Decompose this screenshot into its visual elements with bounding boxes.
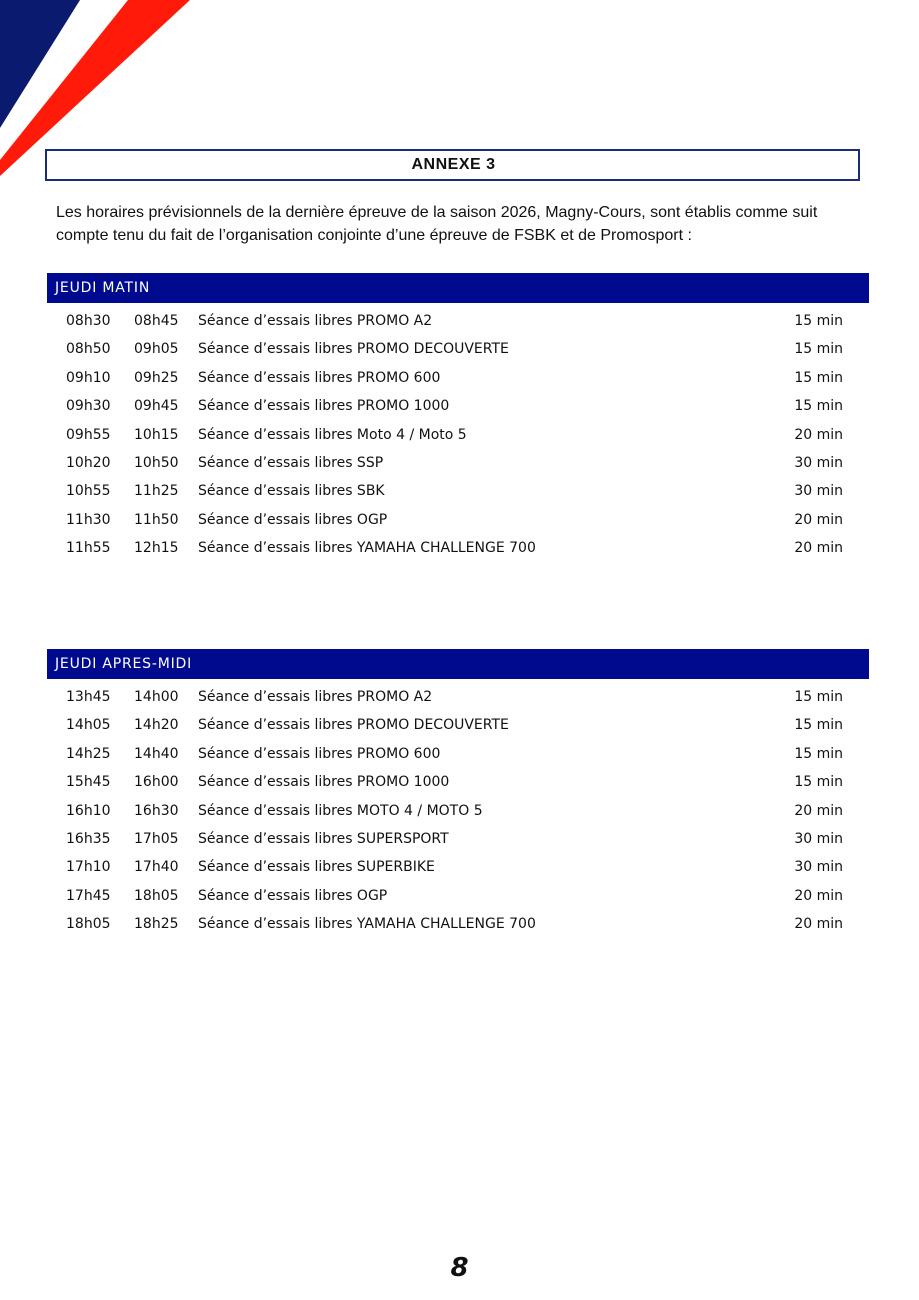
start-time: 09h55 — [66, 426, 111, 443]
end-time: 16h30 — [134, 802, 179, 819]
end-time: 18h05 — [134, 887, 179, 904]
session-label: Séance d’essais libres YAMAHA CHALLENGE 700 — [198, 540, 536, 557]
schedule-row — [47, 910, 869, 938]
end-time: 14h20 — [134, 717, 179, 734]
session-label: Séance d’essais libres PROMO A2 — [198, 313, 433, 329]
end-time: 09h45 — [134, 398, 179, 415]
session-duration: 30 min — [794, 830, 843, 847]
end-time: 10h50 — [134, 454, 179, 471]
end-time: 10h15 — [134, 426, 179, 443]
session-duration: 15 min — [794, 398, 843, 415]
schedule-rows — [47, 307, 869, 563]
schedule-section-afternoon — [47, 649, 869, 939]
session-label: Séance d’essais libres PROMO DECOUVERTE — [198, 341, 509, 358]
schedule-row — [47, 364, 869, 392]
schedule-rows — [47, 683, 869, 939]
session-duration: 15 min — [794, 341, 843, 358]
session-duration: 15 min — [794, 745, 843, 762]
start-time: 10h20 — [66, 454, 111, 471]
page-number: 8 — [450, 1253, 469, 1283]
session-duration: 20 min — [794, 887, 843, 904]
session-duration: 15 min — [794, 689, 843, 705]
section-header: JEUDI MATIN — [47, 273, 869, 303]
annex-title: ANNEXE 3 — [411, 156, 496, 173]
schedule-row — [47, 711, 869, 739]
session-label: Séance d’essais libres SSP — [198, 454, 384, 471]
schedule-row — [47, 421, 869, 449]
session-label: Séance d’essais libres SBK — [198, 483, 385, 500]
start-time: 11h30 — [66, 511, 111, 528]
start-time: 18h05 — [66, 916, 111, 933]
session-duration: 30 min — [794, 483, 843, 500]
schedule-row — [47, 534, 869, 562]
end-time: 09h05 — [134, 341, 179, 358]
end-time: 16h00 — [134, 774, 179, 791]
end-time: 12h15 — [134, 540, 179, 557]
session-duration: 20 min — [794, 802, 843, 819]
end-time: 17h40 — [134, 859, 179, 876]
start-time: 14h05 — [66, 717, 111, 734]
end-time: 14h00 — [134, 689, 179, 705]
schedule-row — [47, 882, 869, 910]
session-label: Séance d’essais libres PROMO 600 — [198, 745, 441, 762]
session-label: Séance d’essais libres PROMO A2 — [198, 689, 433, 705]
schedule-row — [47, 392, 869, 420]
session-duration: 20 min — [794, 916, 843, 933]
schedule-row — [47, 740, 869, 768]
session-label: Séance d’essais libres PROMO 600 — [198, 369, 441, 386]
schedule-row — [47, 335, 869, 363]
schedule-row — [47, 506, 869, 534]
start-time: 16h10 — [66, 802, 111, 819]
schedule-row — [47, 768, 869, 796]
session-label: Séance d’essais libres SUPERSPORT — [198, 830, 449, 847]
session-label: Séance d’essais libres SUPERBIKE — [198, 859, 435, 876]
start-time: 10h55 — [66, 483, 111, 500]
start-time: 17h45 — [66, 887, 111, 904]
end-time: 11h25 — [134, 483, 179, 500]
section-header: JEUDI APRES-MIDI — [47, 649, 869, 679]
end-time: 11h50 — [134, 511, 179, 528]
start-time: 16h35 — [66, 830, 111, 847]
session-label: Séance d’essais libres OGP — [198, 511, 388, 528]
session-label: Séance d’essais libres YAMAHA CHALLENGE 700 — [198, 916, 536, 933]
annex-title-box — [45, 149, 860, 181]
session-label: Séance d’essais libres OGP — [198, 887, 388, 904]
end-time: 14h40 — [134, 745, 179, 762]
schedule-row — [47, 797, 869, 825]
end-time: 18h25 — [134, 916, 179, 933]
session-duration: 20 min — [794, 426, 843, 443]
session-duration: 15 min — [794, 313, 843, 329]
start-time: 08h50 — [66, 341, 111, 358]
schedule-row — [47, 853, 869, 881]
session-duration: 15 min — [794, 774, 843, 791]
end-time: 09h25 — [134, 369, 179, 386]
schedule-row — [47, 449, 869, 477]
start-time: 17h10 — [66, 859, 111, 876]
session-label: Séance d’essais libres PROMO 1000 — [198, 398, 450, 415]
intro-paragraph: Les horaires prévisionnels de la dernière épreuve de la saison 2026, Magny-Cours, sont établis comme suit compte tenu du fait de l’organisation conjointe d’une épreuve de FSBK et de Promosport : — [56, 204, 818, 244]
session-label: Séance d’essais libres PROMO 1000 — [198, 774, 450, 791]
session-duration: 30 min — [794, 859, 843, 876]
session-duration: 20 min — [794, 540, 843, 557]
start-time: 15h45 — [66, 774, 111, 791]
start-time: 09h10 — [66, 369, 111, 386]
schedule-row — [47, 683, 869, 711]
session-label: Séance d’essais libres PROMO DECOUVERTE — [198, 717, 509, 734]
session-label: Séance d’essais libres Moto 4 / Moto 5 — [198, 426, 467, 443]
start-time: 08h30 — [66, 313, 111, 329]
end-time: 17h05 — [134, 830, 179, 847]
session-duration: 15 min — [794, 717, 843, 734]
start-time: 13h45 — [66, 689, 111, 705]
start-time: 09h30 — [66, 398, 111, 415]
session-label: Séance d’essais libres MOTO 4 / MOTO 5 — [198, 802, 483, 819]
session-duration: 30 min — [794, 454, 843, 471]
schedule-row — [47, 307, 869, 335]
schedule-row — [47, 477, 869, 505]
session-duration: 15 min — [794, 369, 843, 386]
end-time: 08h45 — [134, 313, 179, 329]
schedule-row — [47, 825, 869, 853]
start-time: 14h25 — [66, 745, 111, 762]
session-duration: 20 min — [794, 511, 843, 528]
schedule-section-morning — [47, 273, 869, 563]
start-time: 11h55 — [66, 540, 111, 557]
